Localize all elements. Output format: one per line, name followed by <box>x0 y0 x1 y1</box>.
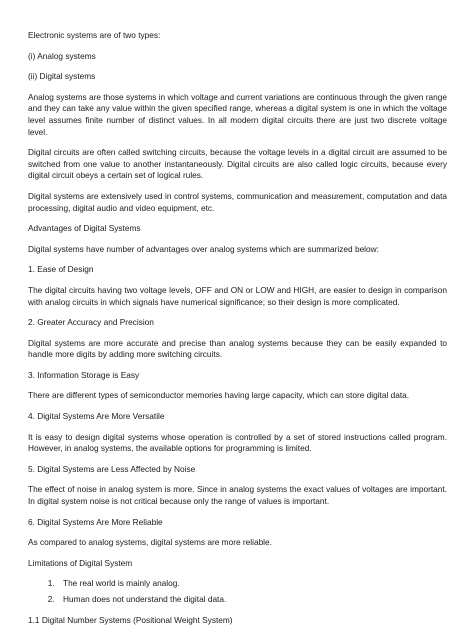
accuracy-heading: 2. Greater Accuracy and Precision <box>28 317 154 328</box>
accuracy-paragraph: Digital systems are more accurate and precise than analog systems because they can be easily expanded to handle more digits by adding more switching circuits. <box>28 337 447 360</box>
advantages-heading: Advantages of Digital Systems <box>28 223 141 234</box>
limitations-heading: Limitations of Digital System <box>28 557 133 568</box>
list-item: 2. Human does not understand the digital data. <box>57 594 447 606</box>
digital-systems-item: (ii) Digital systems <box>28 71 96 82</box>
reliable-heading: 6. Digital Systems Are More Reliable <box>28 516 163 527</box>
advantages-intro: Digital systems have number of advantages over analog systems which are summarized below: <box>28 243 379 254</box>
applications-paragraph: Digital systems are extensively used in control systems, communication and measurement, computation and data processing, digital audio and video equipment, etc. <box>28 190 447 213</box>
noise-heading: 5. Digital Systems are Less Affected by Noise <box>28 463 196 474</box>
ease-of-design-heading: 1. Ease of Design <box>28 264 94 275</box>
analog-definition-paragraph: Analog systems are those systems in which voltage and current variations are continuous through the given range and they can take any value within the given specified range, whereas a digital system is one in which the voltage level assumes finite number of distinct values. In all modern digital circuits there are just two discrete voltage level. <box>28 91 447 137</box>
storage-paragraph: There are different types of semiconductor memories having large capacity, which can store digital data. <box>28 390 410 401</box>
limitations-list <box>28 578 447 605</box>
storage-heading: 3. Information Storage is Easy <box>28 369 140 380</box>
intro-line: Electronic systems are of two types: <box>28 30 161 40</box>
reliable-paragraph: As compared to analog systems, digital systems are more reliable. <box>28 537 272 548</box>
switching-circuits-paragraph: Digital circuits are often called switching circuits, because the voltage levels in a digital circuit are assumed to be switched from one value to another instantaneously. Digital circuits are also called logic circuits, because every digital circuit obeys a certain set of logical rules. <box>28 147 447 181</box>
number-systems-heading: 1.1 Digital Number Systems (Positional Weight System) <box>28 614 233 625</box>
versatile-paragraph: It is easy to design digital systems whose operation is controlled by a set of stored instructions called program. However, in analog systems, the available options for programming is limited. <box>28 431 447 454</box>
noise-paragraph: The effect of noise in analog system is more. Since in analog systems the exact values of voltages are important. In digital system noise is not critical because only the range of values is important. <box>28 484 447 507</box>
analog-systems-item: (i) Analog systems <box>28 50 96 61</box>
versatile-heading: 4. Digital Systems Are More Versatile <box>28 411 165 422</box>
list-item: 1. The real world is mainly analog. <box>57 578 447 590</box>
ease-of-design-paragraph: The digital circuits having two voltage levels, OFF and ON or LOW and HIGH, are easier to design in comparison with analog circuits in which signals have numerical significance; so their design is more complicated. <box>28 284 447 307</box>
